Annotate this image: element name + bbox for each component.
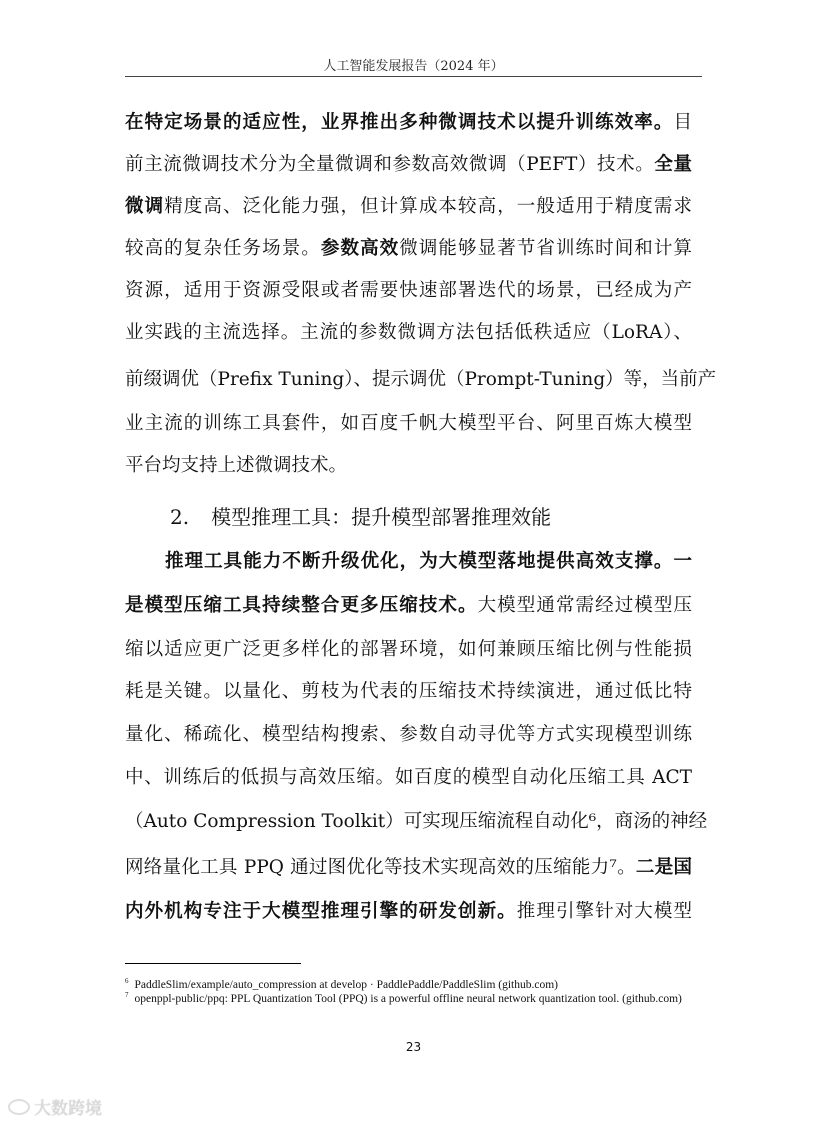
bold-text: 全量 — [654, 154, 692, 175]
text-segment: 目 — [673, 112, 692, 133]
text-segment: 缩以适应更广泛更多样化的部署环境，如何兼顾压缩比例与性能损 — [125, 639, 692, 660]
watermark — [8, 1094, 102, 1119]
text-line — [125, 368, 717, 392]
text-segment: 业实践的主流选择。主流的参数微调方法包括低秩适应（LoRA）、 — [125, 322, 692, 343]
footnote-text: PaddleSlim/example/auto_compression at develop · PaddlePaddle/PaddleSlim (github.com) — [134, 978, 559, 991]
text-line — [125, 900, 692, 924]
running-header: 人工智能发展报告（2024 年） — [323, 59, 504, 74]
bold-text: 推理工具能力不断升级优化，为大模型落地提供高效支撑。一 — [165, 551, 692, 572]
bold-text: 参数高效 — [320, 238, 400, 259]
text-segment: 资源，适用于资源受限或者需要快速部署迭代的场景，已经成为产 — [125, 280, 692, 301]
text-segment: 量化、稀疏化、模型结构搜索、参数自动寻优等方式实现模型训练 — [125, 724, 692, 745]
text-line — [125, 680, 692, 704]
bold-text: 二是国 — [635, 857, 692, 878]
text-line — [125, 856, 692, 880]
bold-text: 是模型压缩工具持续整合更多压缩技术。 — [125, 595, 478, 616]
watermark-text: 大数跨境 — [34, 1099, 102, 1119]
text-line — [165, 550, 692, 574]
text-segment: 微调能够显著节省训练时间和计算 — [399, 238, 692, 259]
text-line — [125, 638, 692, 662]
text-line — [125, 454, 692, 478]
footnote-divider — [125, 963, 301, 964]
text-line — [125, 237, 692, 261]
text-line — [125, 111, 692, 135]
page-number: 23 — [405, 1040, 422, 1054]
section-title: 模型推理工具：提升模型部署推理效能 — [211, 505, 552, 529]
text-segment: 精度高、泛化能力强，但计算成本较高，一般适用于精度需求 — [164, 196, 692, 217]
text-line — [125, 723, 692, 747]
text-segment: （Auto Compression Toolkit）可实现压缩流程自动化⁶，商汤的神经 — [125, 811, 708, 832]
text-line — [125, 279, 692, 303]
footnote-mark: 6 — [125, 977, 129, 985]
bold-text: 微调 — [125, 196, 165, 217]
text-segment: 网络量化工具 PPQ 通过图优化等技术实现高效的压缩能力⁷。 — [125, 857, 636, 878]
bold-text: 在特定场景的适应性，业界推出多种微调技术以提升训练效率。 — [125, 112, 674, 133]
text-segment: 推理引擎针对大模型 — [516, 901, 692, 922]
text-line — [125, 766, 692, 790]
header-divider — [125, 76, 702, 77]
text-segment: 业主流的训练工具套件，如百度千帆大模型平台、阿里百炼大模型 — [125, 413, 692, 434]
watermark-logo-icon — [8, 1099, 30, 1115]
text-line — [125, 412, 692, 436]
text-line — [125, 195, 692, 219]
text-line — [125, 321, 692, 345]
text-segment: 中、训练后的低损与高效压缩。如百度的模型自动化压缩工具 ACT — [125, 767, 692, 788]
text-segment: 较高的复杂任务场景。 — [125, 238, 321, 259]
text-line — [125, 594, 692, 618]
footnote-7 — [125, 988, 705, 1006]
text-line — [125, 153, 692, 177]
text-segment: 前主流微调技术分为全量微调和参数高效微调（PEFT）技术。 — [125, 154, 655, 175]
section-number: 2. — [170, 505, 190, 529]
text-segment: 大模型通常需经过模型压 — [477, 595, 692, 616]
text-segment: 耗是关键。以量化、剪枝为代表的压缩技术持续演进，通过低比特 — [125, 681, 692, 702]
text-segment: 前缀调优（Prefix Tuning）、提示调优（Prompt-Tuning）等，当前产 — [125, 369, 717, 390]
bold-text: 内外机构专注于大模型推理引擎的研发创新。 — [125, 901, 517, 922]
text-line — [125, 810, 708, 834]
text-segment: 平台均支持上述微调技术。 — [125, 455, 348, 476]
section-heading — [170, 504, 551, 530]
footnote-text: openppl-public/ppq: PPL Quantization Tool (PPQ) is a powerful offline neural network quantization tool. (github.com) — [134, 992, 682, 1005]
footnote-mark: 7 — [125, 991, 129, 999]
